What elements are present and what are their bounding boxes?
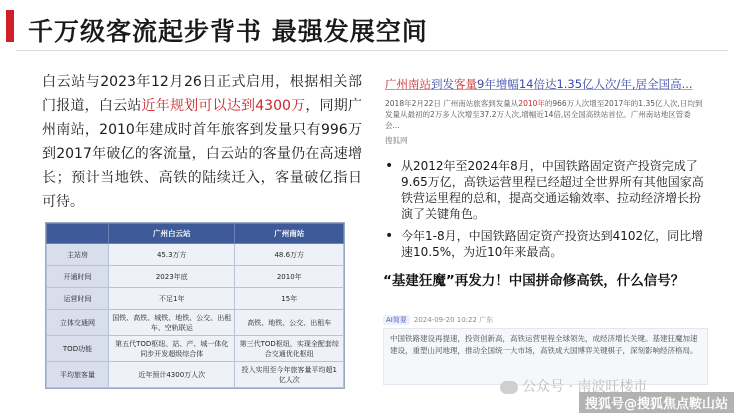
cell-nanzhan: 2010年 — [235, 266, 344, 288]
row-label: 运营时间 — [47, 288, 109, 310]
title-divider — [16, 50, 728, 51]
search-result-article[interactable] — [385, 76, 703, 146]
cell-baiyun: 国铁、高铁、城铁、地铁、公交、出租车、空轨联运 — [109, 310, 235, 336]
table-row — [47, 336, 344, 362]
intro-text-2: ，同期广州南站，2010年建成时首年旅客到发量只有996万到2017年破亿的客流量，白云站的客量仍在高速增长；预计当地铁、高铁的陆续迁入，客量破亿指日可待。 — [42, 98, 362, 210]
row-label: 开通时间 — [47, 266, 109, 288]
table-row — [47, 244, 344, 266]
cell-baiyun: 第五代TOD枢纽、站、产、城一体化同步开发超级综合体 — [109, 336, 235, 362]
table-row — [47, 362, 344, 388]
sohu-watermark: 搜狐号@搜狐焦点鞍山站 — [579, 392, 734, 413]
cell-baiyun: 近年预计4300万人次 — [109, 362, 235, 388]
news-headline[interactable]: “基建狂魔”再发力！中国拼命修高铁，什么信号？ — [383, 273, 685, 289]
table-header-empty — [47, 224, 109, 244]
cell-nanzhan: 15年 — [235, 288, 344, 310]
cell-baiyun: 不足1年 — [109, 288, 235, 310]
bullet-dot-icon: • — [385, 228, 394, 244]
article-snippet — [385, 98, 703, 131]
table-row — [47, 288, 344, 310]
cell-nanzhan: 投入实用至今年旅客量平均超1亿人次 — [235, 362, 344, 388]
card-meta — [383, 315, 708, 325]
table-row — [47, 266, 344, 288]
row-label: 主站房 — [47, 244, 109, 266]
article-title-rest: 9年增幅14倍达1.35亿人次/年,居全国高... — [477, 77, 693, 91]
article-title-keyword-2: 客量 — [454, 77, 477, 91]
snippet-highlight: 2010年 — [518, 99, 545, 108]
list-item — [385, 158, 705, 222]
table-header-nanzhan: 广州南站 — [235, 224, 344, 244]
row-label: 立体交通网 — [47, 310, 109, 336]
row-label: TOD功能 — [47, 336, 109, 362]
article-source[interactable]: 搜狐网 — [385, 136, 408, 145]
intro-paragraph — [42, 70, 362, 214]
ai-tag: AI简要 — [383, 315, 410, 325]
cell-nanzhan: 第三代TOD枢纽，实现全配套综合交通优化枢纽 — [235, 336, 344, 362]
row-label: 平均旅客量 — [47, 362, 109, 388]
cell-baiyun: 2023年底 — [109, 266, 235, 288]
intro-text-1: 白云站与2023年12月26日正式启用，根据相关部门报道，白云站 — [42, 74, 362, 114]
table-row — [47, 310, 344, 336]
bullet-list — [385, 158, 705, 266]
bullet-text: 从2012年至2024年8月，中国铁路固定资产投资完成了9.65万亿，高铁运营里程已经超过全世界所有其他国家高铁营运里程的总和，提高交通运输效率、拉动经济增长扮演了关键角色。 — [401, 159, 704, 221]
list-item — [385, 228, 705, 260]
bullet-text: 今年1-8月，中国铁路固定资产投资达到4102亿，同比增速10.5%，为近10年来最高。 — [401, 229, 704, 259]
cell-nanzhan: 48.6万方 — [235, 244, 344, 266]
article-title-text: 到发 — [431, 77, 454, 91]
cell-nanzhan: 高铁、地铁、公交、出租车 — [235, 310, 344, 336]
intro-highlight: 近年规划可以达到4300万 — [141, 98, 306, 114]
snippet-text-1: 2018年2月22日 广州南站旅客到发量从 — [385, 99, 519, 108]
wechat-watermark-text: 公众号 · 南波旺楼市 — [522, 379, 648, 395]
table-header-baiyun: 广州白云站 — [109, 224, 235, 244]
snippet-text-2: 的966万人次增至2017年的1.35亿人次,日均到发量从最初的2万多人次增至37.2万人次,增幅近14倍,居全国高铁站首位。广州南站地区管委会... — [385, 99, 703, 130]
card-date: 2024-09-20 10:22 广东 — [413, 316, 494, 324]
cell-baiyun: 45.3万方 — [109, 244, 235, 266]
comparison-table — [45, 222, 345, 389]
title-accent-bar — [6, 10, 14, 42]
page-title: 千万级客流起步背书 最强发展空间 — [28, 17, 428, 46]
article-title-link[interactable] — [385, 76, 703, 92]
wechat-icon — [500, 381, 518, 394]
ai-summary-card — [383, 315, 708, 385]
article-title-keyword: 广州南站 — [385, 77, 431, 91]
card-body: 中国铁路建设再提速，投资创新高，高铁运营里程全球领先，成经济增长关键。基建狂魔加速建设，重塑山河地理，推动全国统一大市场，高铁成大国博弈关键棋子，深刻影响经济格局。 — [383, 328, 708, 385]
bullet-dot-icon: • — [385, 158, 394, 174]
